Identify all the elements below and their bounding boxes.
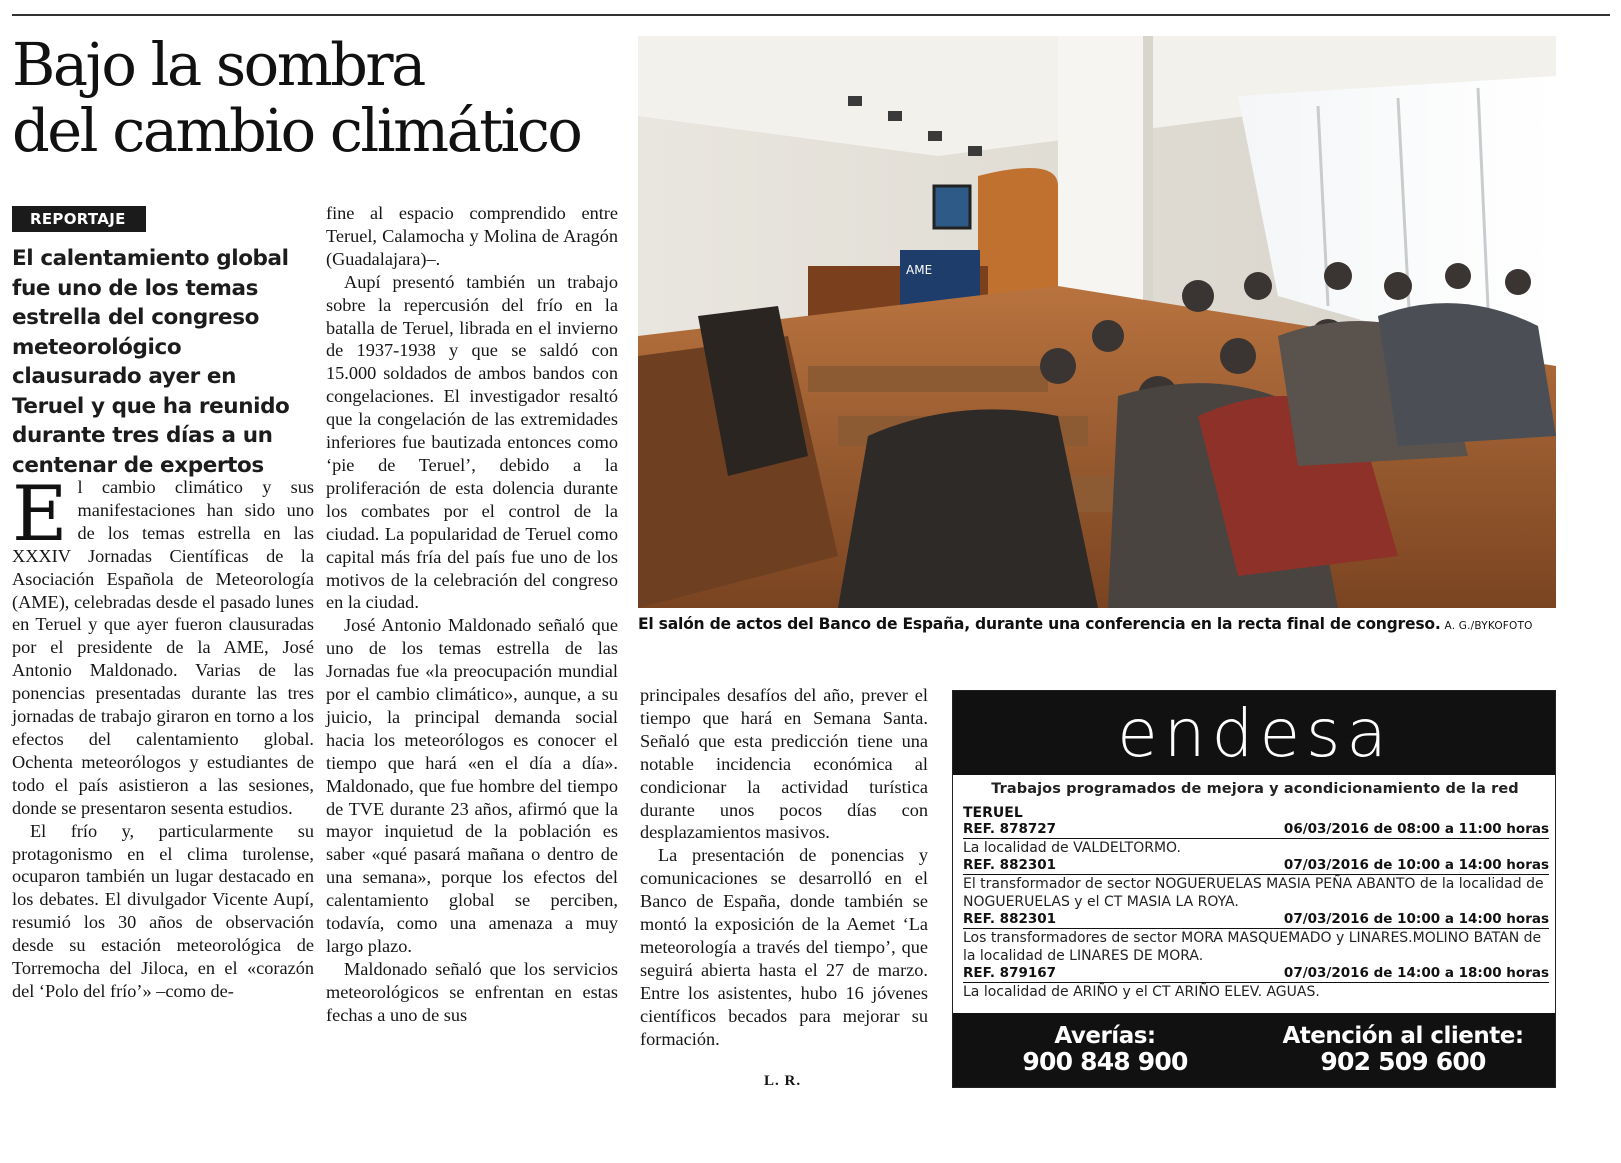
headline: [12, 32, 632, 164]
article-paragraph: [12, 469, 314, 820]
caption-text: El salón de actos del Banco de España, durante una conferencia en la recta final de congreso.: [638, 615, 1441, 633]
panel-text: AME: [906, 263, 933, 277]
top-rule: [12, 14, 1610, 16]
ad-entry: [963, 821, 1549, 857]
ad-entry-header: [963, 857, 1549, 875]
headline-line-2: del cambio climático: [12, 96, 581, 165]
ad-entry: [963, 857, 1549, 911]
article-column-2: [326, 202, 618, 1027]
article-column-3: [640, 684, 928, 1051]
ad-entry-ref: REF. 882301: [963, 911, 1057, 927]
conference-photo: [638, 36, 1556, 608]
article-paragraph: Maldonado señaló que los servicios meteorológicos se enfrentan en estas fechas a uno de sus: [326, 958, 618, 1025]
article-paragraph: José Antonio Maldonado señaló que uno de los temas estrella de las Jornadas fue «la preocupación mundial por el cambio climático», aunque, a su juicio, la principal demanda social hacia los meteorólogos es conocer el tiempo que hará «en el día a día». Maldonado, que fue hombre del tiempo de TVE durante 23 años, afirmó que la mayor inquietud de la población es saber «qué pasará mañana o dentro de una semana», porque los efectos del calentamiento global se perciben, todavía, como una amenaza a muy largo plazo.: [326, 615, 618, 956]
ad-entry: [963, 911, 1549, 965]
ad-entry-header: [963, 821, 1549, 839]
customer-service-label: Atención al cliente:: [1282, 1023, 1524, 1049]
article-column-1: [12, 469, 314, 1003]
author-signature: L. R.: [764, 1073, 802, 1089]
breakdown-phone: 900 848 900: [1022, 1047, 1188, 1076]
ad-entry-ref: REF. 882301: [963, 857, 1057, 873]
section-kicker: REPORTAJE: [12, 206, 146, 232]
ad-entry-header: [963, 911, 1549, 929]
ad-entry-time: 06/03/2016 de 08:00 a 11:00 horas: [1283, 821, 1549, 837]
ad-entry-ref: REF. 878727: [963, 821, 1057, 837]
ad-entry-time: 07/03/2016 de 10:00 a 14:00 horas: [1283, 911, 1549, 927]
headline-line-1: Bajo la sombra: [12, 30, 424, 99]
ad-region: TERUEL: [963, 805, 1023, 821]
customer-service-phone: 902 509 600: [1320, 1047, 1486, 1076]
endesa-advertisement: [952, 690, 1556, 1088]
article-paragraph: El frío y, particularmente su protagonismo en el clima turolense, ocuparon también un lugar destacado en los debates. El divulgador Vicente Aupí, resumió los 30 años de observación desde su estación meteorológica de Torremocha del Jiloca, en el «corazón del ‘Polo del frío’» –como de-: [12, 820, 314, 1001]
standfirst: El calentamiento global fue uno de los temas estrella del congreso meteorológico clausurado ayer en Teruel y que ha reunido durante tres días a un centenar de expertos: [12, 246, 290, 478]
breakdown-label: Averías:: [1054, 1023, 1156, 1049]
ad-entry-header: [963, 965, 1549, 983]
ad-title: Trabajos programados de mejora y acondicionamiento de la red: [991, 781, 1519, 797]
customer-service-contact: [1253, 1023, 1553, 1075]
ad-entry-list: [963, 821, 1549, 1001]
article-paragraph: principales desafíos del año, prever el tiempo que hará en Semana Santa. Señaló que esta predicción tiene una notable incidencia económica al condicionar la actividad turística durante unos pocos días con desplazamientos masivos.: [640, 685, 928, 843]
drop-cap: E: [12, 469, 68, 558]
conference-room-illustration: [638, 36, 1556, 608]
ad-entry-description: El transformador de sector NOGUERUELAS MASIA PEÑA ABANTO de la localidad de NOGUERUELAS y el CT MASIA LA ROYA.: [963, 876, 1544, 910]
ad-entry-description: Los transformadores de sector MORA MASQUEMADO y LINARES.MOLINO BATAN de la localidad de LINARES DE MORA.: [963, 930, 1542, 964]
article-paragraph: Aupí presentó también un trabajo sobre la repercusión del frío en la batalla de Teruel, librada en el invierno de 1937-1938 y que se saldó con 15.000 soldados de ambos bandos con congelaciones. El investigador resaltó que la congelación de las extremidades inferiores fue bautizada entonces como ‘pie de Teruel’, debido a la proliferación de esta dolencia durante los combates por el control de la ciudad. La popularidad de Teruel como capital más fría del país fue uno de los motivos de la celebración del congreso en la ciudad.: [326, 271, 618, 613]
ad-entry-ref: REF. 879167: [963, 965, 1057, 981]
article-paragraph: fine al espacio comprendido entre Teruel, Calamocha y Molina de Aragón (Guadalajara)–.: [326, 203, 618, 269]
ad-entry-time: 07/03/2016 de 10:00 a 14:00 horas: [1283, 857, 1549, 873]
ad-entry-time: 07/03/2016 de 14:00 a 18:00 horas: [1283, 965, 1549, 981]
photo-credit: A. G./BYKOFOTO: [1444, 620, 1533, 632]
article-paragraph: La presentación de ponencias y comunicaciones se desarrolló en el Banco de España, donde también se montó la exposición de la Aemet ‘La meteorología a través del tiempo’, que seguirá abierta hasta el 27 de marzo. Entre los asistentes, hubo 16 jóvenes científicos becados para mejorar su formación.: [640, 845, 928, 1049]
ad-entry-description: La localidad de VALDELTORMO.: [963, 840, 1181, 856]
paragraph-text: l cambio climático y sus manifestaciones han sido uno de los temas estrella en las XXXIV Jornadas Científicas de la Asociación Española de Meteorología (AME), celebradas desde el pasado lunes en Teruel y que ayer fueron clausuradas por el presidente de la AME, José Antonio Maldonado. Varias de las ponencias presentadas durante las tres jornadas de trabajo giraron en torno a los efectos del calentamiento global. Ochenta meteorólogos y estudiantes de todo el país asistieron a las sesiones, donde se presentaron sesenta estudios.: [12, 477, 314, 818]
ad-entry: [963, 965, 1549, 1001]
endesa-logo: endesa: [1117, 695, 1393, 772]
ad-entry-description: La localidad de ARIÑO y el CT ARIÑO ELEV. AGUAS.: [963, 984, 1320, 1000]
photo-caption: [638, 615, 1558, 633]
breakdown-contact: [955, 1023, 1255, 1075]
